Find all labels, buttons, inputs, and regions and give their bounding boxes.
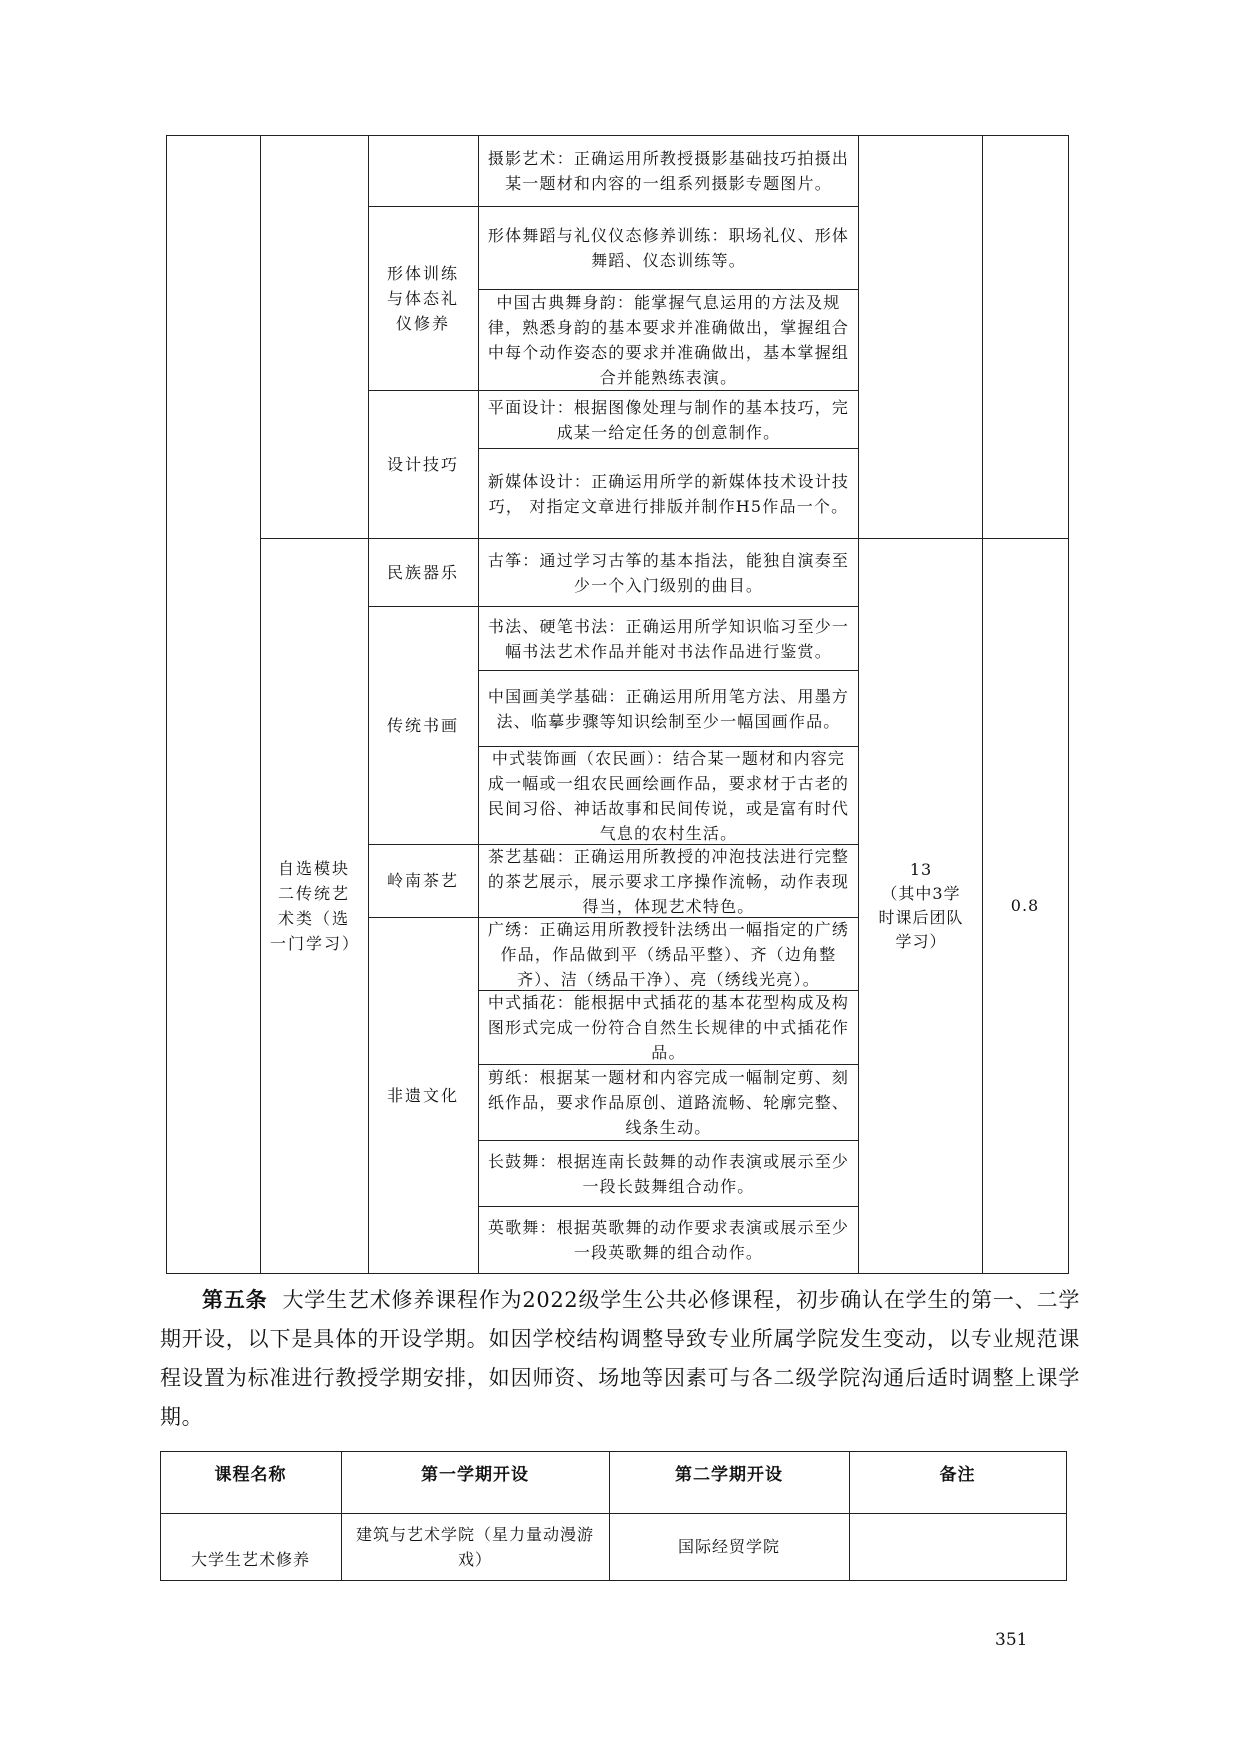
cell-course-name: 大学生艺术修养 [190,1550,310,1569]
cell-first-semester: 建筑与艺术学院（星力量动漫游戏） [355,1524,594,1569]
table-row: 长鼓舞：根据连南长鼓舞的动作表演或展示至少一段长鼓舞组合动作。 [487,1151,850,1196]
category-design: 设计技巧 [386,454,459,474]
table-row: 中式插花：能根据中式插花的基本花型构成及构图形式完成一份符合自然生长规律的中式插花作品。 [487,993,850,1062]
table-row: 茶艺基础：正确运用所教授的冲泡技法进行完整的茶艺展示，展示要求工序操作流畅，动作表现得当，体现艺术特色。 [487,846,850,916]
table-row: 中国古典舞身韵：能掌握气息运用的方法及规律，熟悉身韵的基本要求并准确做出，掌握组合中每个动作姿态的要求并准确做出，基本掌握组合并能熟练表演。 [487,293,850,387]
cell-remarks [849,1513,1066,1580]
table-row: 英歌舞：根据英歌舞的动作要求表演或展示至少一段英歌舞的组合动作。 [487,1218,850,1262]
hours-cell: 13 （其中3学时课后团队学习） [878,859,964,951]
table-row: 广绣：正确运用所教授针法绣出一幅指定的广绣作品，作品做到平（绣品平整）、齐（边角整齐）、洁（绣品干净）、亮（绣线光亮）。 [487,919,850,989]
table-row: 中国画美学基础：正确运用所用笔方法、用墨方法、临摹步骤等知识绘制至少一幅国画作品。 [487,686,850,731]
category-painting: 传统书画 [386,715,459,735]
table-row: 新媒体设计：正确运用所学的新媒体技术设计技巧， 对指定文章进行排版并制作H5作品一个。 [487,471,850,516]
article-text: 大学生艺术修养课程作为2022级学生公共必修课程，初步确认在学生的第一、二学期开设，以下是具体的开设学期。如因学校结构调整导致专业所属学院发生变动，以专业规范课程设置为标准进行教授学期安排，如因师资、场地等因素可与各二级学院沟通后适时调整上课学期。 [160,1288,1080,1429]
credits-cell: 0.8 [1010,896,1040,915]
header-first-semester: 第一学期开设 [421,1465,529,1485]
header-remarks: 备注 [939,1465,976,1485]
module-name-cell: 自选模块二传统艺术类（选一门学习） [270,858,361,953]
table-row: 平面设计：根据图像处理与制作的基本技巧，完成某一给定任务的创意制作。 [487,397,850,442]
cell-second-semester: 国际经贸学院 [677,1537,780,1556]
header-course-name: 课程名称 [214,1465,287,1485]
table-row: 书法、硬笔书法：正确运用所学知识临习至少一幅书法艺术作品并能对书法作品进行鉴赏。 [487,616,850,661]
table-row: 古筝：通过学习古筝的基本指法，能独自演奏至少一个入门级别的曲目。 [487,550,850,595]
article-paragraph [160,1281,1080,1437]
header-second-semester: 第二学期开设 [675,1465,783,1485]
page-number: 351 [995,1630,1028,1650]
table-row: 剪纸：根据某一题材和内容完成一幅制定剪、刻纸作品，要求作品原创、道路流畅、轮廓完整、线条生动。 [487,1068,850,1137]
category-tea: 岭南茶艺 [386,871,459,890]
category-folk-music: 民族器乐 [386,562,459,582]
category-body: 形体训练与体态礼仪修养 [386,263,459,333]
table-row: 形体舞蹈与礼仪仪态修养训练：职场礼仪、形体舞蹈、仪态训练等。 [487,226,850,270]
table-row: 摄影艺术：正确运用所教授摄影基础技巧拍摄出某一题材和内容的一组系列摄影专题图片。 [487,149,850,193]
category-heritage: 非遗文化 [386,1085,459,1105]
table-row: 中式装饰画（农民画）：结合某一题材和内容完成一幅或一组农民画绘画作品，要求材于古老的民间习俗、神话故事和民间传说，或是富有时代气息的农村生活。 [487,748,850,843]
article-label: 第五条 [202,1288,268,1312]
